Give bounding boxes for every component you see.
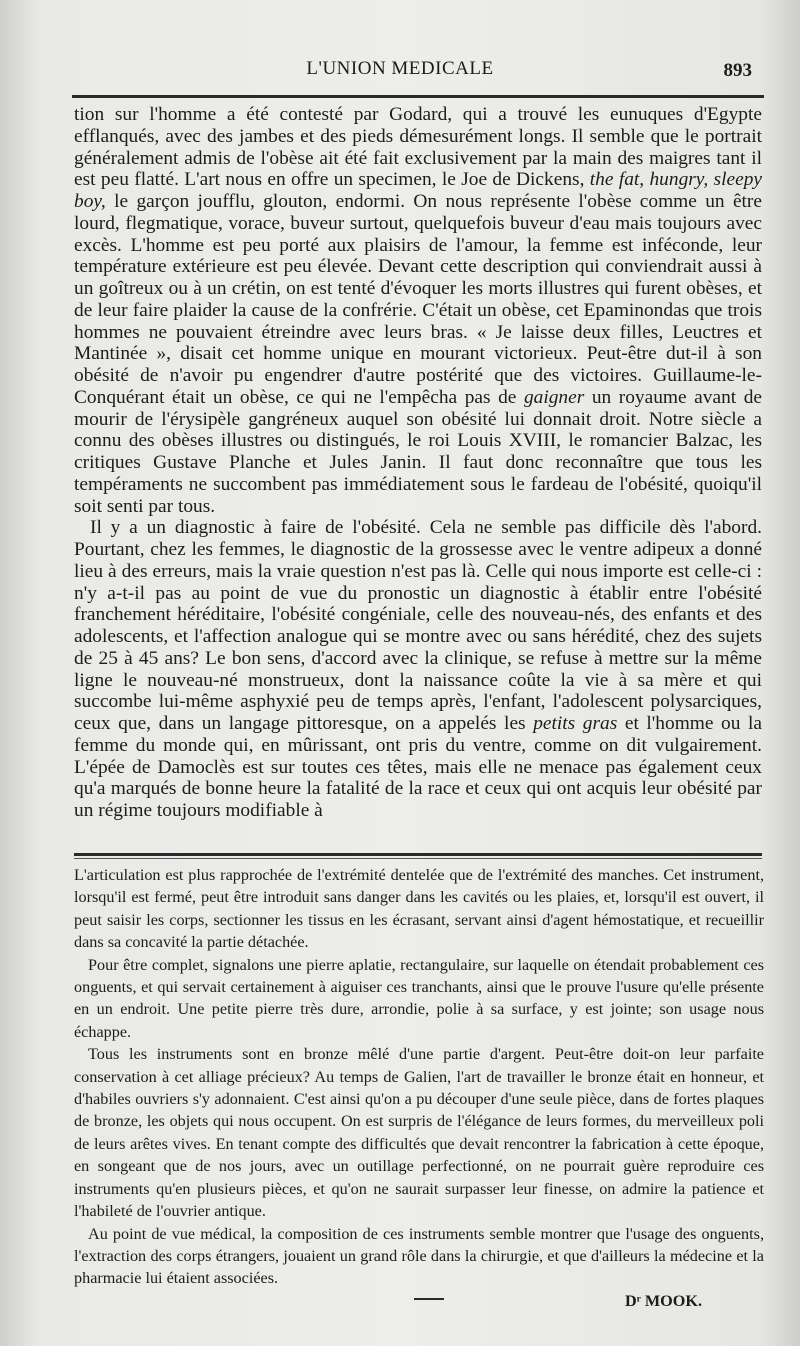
lower-section-text xyxy=(74,864,764,1312)
running-title: L'UNION MEDICALE xyxy=(306,58,494,79)
section-separator-rule xyxy=(74,853,762,856)
paragraph-1-italic-quote: the fat, hungry, sleepy boy, xyxy=(74,169,762,212)
page-header xyxy=(0,58,800,88)
page-number: 893 xyxy=(723,60,752,81)
header-rule xyxy=(72,95,764,98)
body-paragraph-2 xyxy=(74,517,762,822)
body-paragraph-1 xyxy=(74,104,762,517)
note-paragraph-1: L'articulation est plus rapprochée de l'extrémité dentelée que de l'extrémité des manches. Cet instrument, lorsqu'il est fermé, peut être introduit sans danger dans les cavités ou les plaies, et, lorsqu'il est ouvert, il peut saisir les corps, sectionner les tissus en les écrasant, servant ainsi d'agent hémostatique, et recueillir dans sa concavité la partie détachée. xyxy=(74,866,764,952)
main-text xyxy=(74,104,762,822)
paragraph-2-part-a: Il y a un diagnostic à faire de l'obésité. Cela ne semble pas difficile dès l'abord. Pourtant, chez les femmes, le diagnostic de la grossesse avec le ventre adipeux a donné lieu à des erreurs, mais la vraie question n'est pas là. Celle qui nous importe est celle-ci : n'y a-t-il pas au point de vue du pronostic un diagnostic à établir entre l'obésité franchement héréditaire, l'obésité congéniale, celle des nouveau-nés, des enfants et des adolescents, et l'affection analogue qui se montre avec ou sans hérédité, chez des sujets de 25 à 45 ans? Le bon sens, d'accord avec la clinique, se refuse à mettre sur la même ligne le nouveau-né monstrueux, dont la naissance coûte la vie à sa mère et qui succombe lui-même asphyxié peu de temps après, l'enfant, l'adolescent polysarciques, ceux que, dans un langage pittoresque, on a appelés les xyxy=(74,517,762,734)
paragraph-1-italic-word: gaigner xyxy=(523,386,585,408)
paragraph-2-italic-term: petits gras xyxy=(533,713,618,734)
end-dash-rule xyxy=(414,1298,444,1300)
section-separator-thin-rule xyxy=(74,858,762,859)
paragraph-1-part-c: un royaume avant de mourir de l'érysipèle gangréneux auquel son obésité lui donnait droit. Notre siècle a connu des obèses illustres ou distingués, le roi Louis XVIII, le romancier Balzac, les critiques Gustave Planche et Jules Janin. Il faut donc reconnaître que tous les tempéraments ne succombent pas immédiatement sous le fardeau de l'obésité, quoiqu'il soit senti par tous. xyxy=(74,386,762,517)
paragraph-2-part-b: et l'homme ou la femme du monde qui, en mûrissant, ont pris du ventre, comme on dit vulgairement. L'épée de Damoclès est sur toutes ces têtes, mais elle ne menace pas également ceux qu'a marqués de bonne heure la fatalité de la race et ceux qui ont acquis leur obésité par un régime toujours modifiable à xyxy=(74,713,763,821)
paragraph-1-part-b: le garçon joufflu, glouton, endormi. On nous représente l'obèse comme un être lourd, flegmatique, vorace, buveur surtout, quelquefois buveur d'eau mais toujours avec excès. L'homme est peu porté aux plaisirs de l'amour, la femme est inféconde, leur température extérieure est peu élevée. Devant cette description qui conviendrait aussi à un goîtreux ou à un crétin, on est tenté d'évoquer les morts illustres qui furent obèses, et de leur faire plaider la cause de la confrérie. C'était un obèse, cet Epaminondas que trois hommes ne pouvaient étreindre avec leurs bras. « Je laisse deux filles, Leuctres et Mantinée », disait cet homme unique en mourant victorieux. Peut-être dut-il à son obésité de n'avoir pu engendrer d'autre postérité que des victoires. Guillaume-le-Conquérant était un obèse, ce qui ne l'empêcha pas de xyxy=(74,191,762,408)
note-paragraph-3: Tous les instruments sont en bronze mêlé d'une partie d'argent. Peut-être doit-on leur parfaite conservation à cet alliage précieux? Au temps de Galien, l'art de travailler le bronze était en honneur, et d'habiles ouvriers s'y adonnaient. C'est ainsi qu'on a pu découper d'une seule pièce, dans de fortes plaques de bronze, les objets qui nous occupent. On est surpris de l'élégance de leurs formes, du merveilleux poli de leurs arêtes vives. En tenant compte des difficultés que devait rencontrer la fabrication à cette époque, en songeant que de nos jours, avec un outillage perfectionné, on ne pourrait guère reproduire ces instruments qu'en plusieurs pièces, et qu'on ne saurait surpasser leur finesse, on admire la patience et l'habileté de l'ouvrier antique. xyxy=(74,1045,764,1221)
paragraph-1-part-a: tion sur l'homme a été contesté par Godard, qui a trouvé les eunuques d'Egypte efflanqués, avec des jambes et des pieds démesurément longs. Il semble que le portrait généralement admis de l'obèse ait été fait exclusivement par la main des maigres tant il est peu flatté. L'art nous en offre un specimen, le Joe de Dickens, xyxy=(74,104,762,191)
author-signature: Dʳ MOOK. xyxy=(625,1291,702,1310)
note-paragraph-2: Pour être complet, signalons une pierre aplatie, rectangulaire, sur laquelle on étendait probablement ces onguents, et qui servait certainement à aiguiser ces tranchants, ainsi que le prouve l'usure qu'elle présente en un endroit. Une petite pierre très dure, arrondie, polie à sa surface, y est jointe; son usage nous échappe. xyxy=(74,955,764,1041)
note-paragraph-4: Au point de vue médical, la composition de ces instruments semble montrer que l'usage des onguents, l'extraction des corps étrangers, jouaient un grand rôle dans la chirurgie, et que d'ailleurs la médecine et la pharmacie lui étaient associées. xyxy=(74,1224,764,1288)
